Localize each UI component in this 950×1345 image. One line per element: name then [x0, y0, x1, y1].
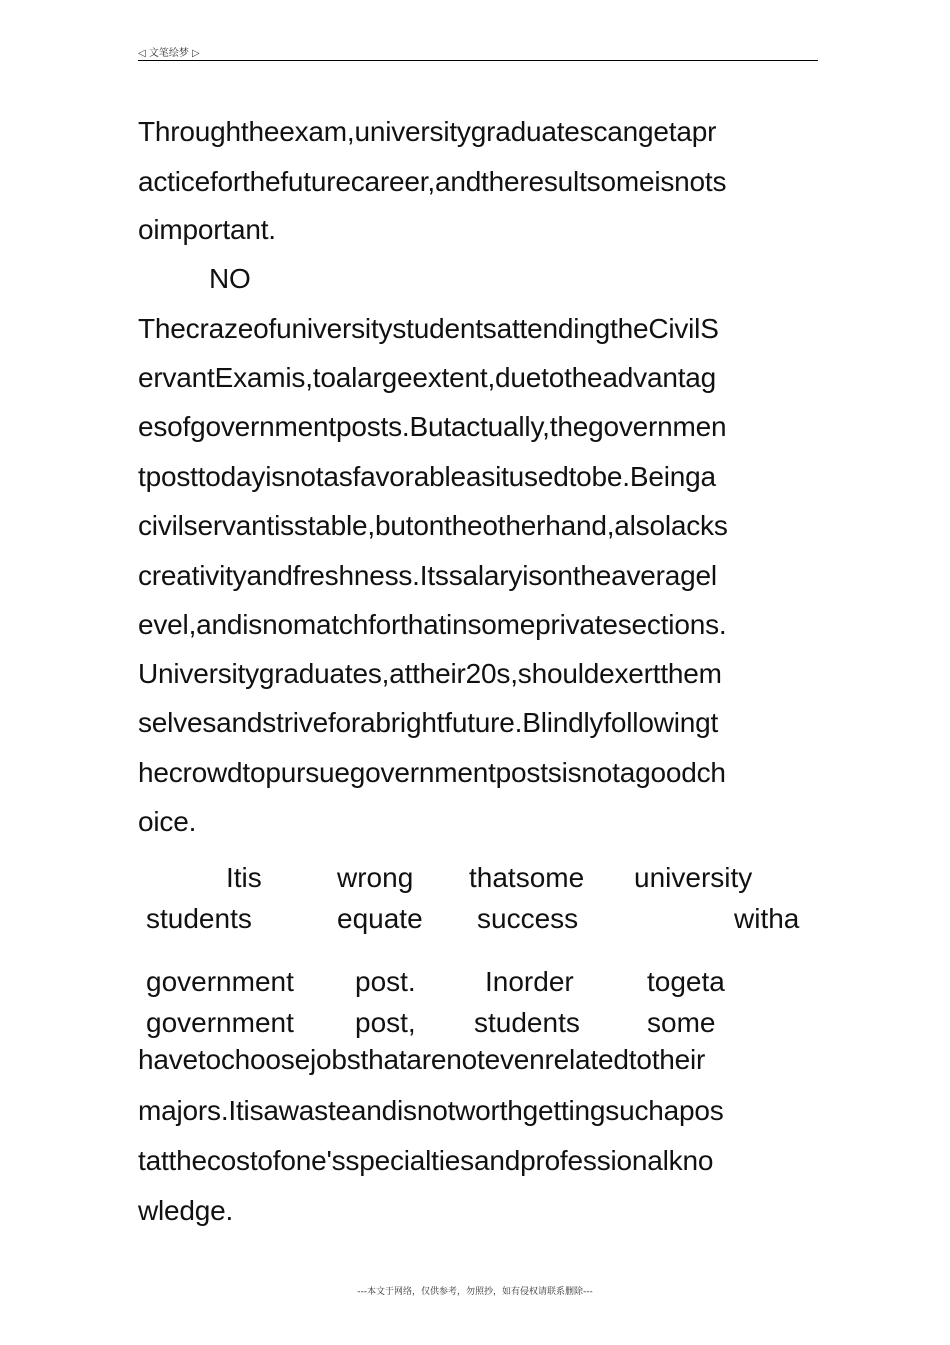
header-text: ◁ 文笔绘梦 ▷ — [138, 48, 200, 59]
paragraph2-line: civilservantisstable,butontheotherhand,alsolacks — [138, 510, 728, 541]
paragraph3-word: equate — [337, 903, 423, 934]
paragraph3-word: post, — [355, 1007, 416, 1038]
paragraph3-word: government — [146, 966, 294, 997]
paragraph2-line: hecrowdtopursuegovernmentpostsisnotagoodch — [138, 757, 726, 788]
paragraph3-word: witha — [734, 903, 800, 934]
paragraph3-line: tatthecostofone'sspecialtiesandprofessionalkno — [138, 1145, 714, 1176]
page-footer: ---本文于网络，仅供参考，勿照抄，如有侵权请联系删除--- — [357, 1287, 593, 1297]
paragraph2-line: ThecrazeofuniversitystudentsattendingtheCivilS — [138, 313, 719, 344]
paragraph2-line: oice. — [138, 806, 197, 837]
paragraph3-line: majors.Itisawasteandisnotworthgettingsuchapos — [138, 1095, 724, 1126]
paragraph3-word: thatsome — [469, 862, 585, 893]
paragraph3-justified-row — [138, 862, 818, 894]
paragraph2-line: selvesandstriveforabrightfuture.Blindlyfollowingt — [138, 707, 719, 738]
paragraph2-line: tposttodayisnotasfavorableasitusedtobe.Beinga — [138, 461, 716, 492]
header-divider — [138, 60, 818, 61]
paragraph3-word: some — [647, 1007, 716, 1038]
no-heading: NO — [209, 263, 251, 294]
paragraph3-word: Inorder — [485, 966, 574, 997]
paragraph3-word: students — [146, 903, 252, 934]
paragraph2-line: ervantExamis,toalargeextent,duetotheadvantag — [138, 362, 717, 393]
paragraph2-line: esofgovernmentposts.Butactually,thegovernmen — [138, 411, 727, 442]
paragraph2-line: evel,andisnomatchforthatinsomeprivatesections. — [138, 609, 727, 640]
paragraph2-line: Universitygraduates,attheir20s,shouldexertthem — [138, 658, 722, 689]
paragraph1-line: Throughtheexam,universitygraduatescangetapr — [138, 116, 717, 147]
paragraph1-line: acticeforthefuturecareer,andtheresultsomeisnots — [138, 166, 727, 197]
paragraph3-word: togeta — [647, 966, 725, 997]
paragraph3-word: post. — [355, 966, 416, 997]
paragraph2-line: creativityandfreshness.Itssalaryisontheaveragel — [138, 560, 717, 591]
paragraph3-line: havetochoosejobsthatarenotevenrelatedtotheir — [138, 1044, 706, 1075]
paragraph3-word: Itis — [226, 862, 262, 893]
paragraph3-word: university — [634, 862, 753, 893]
paragraph3-word: students — [474, 1007, 580, 1038]
paragraph3-word: wrong — [337, 862, 414, 893]
paragraph3-justified-row — [138, 903, 818, 935]
paragraph1-line: oimportant. — [138, 214, 276, 245]
paragraph3-word: success — [477, 903, 579, 934]
paragraph3-justified-row — [138, 1007, 818, 1039]
paragraph3-justified-row — [138, 966, 818, 998]
paragraph3-line: wledge. — [138, 1195, 234, 1226]
paragraph3-word: government — [146, 1007, 294, 1038]
